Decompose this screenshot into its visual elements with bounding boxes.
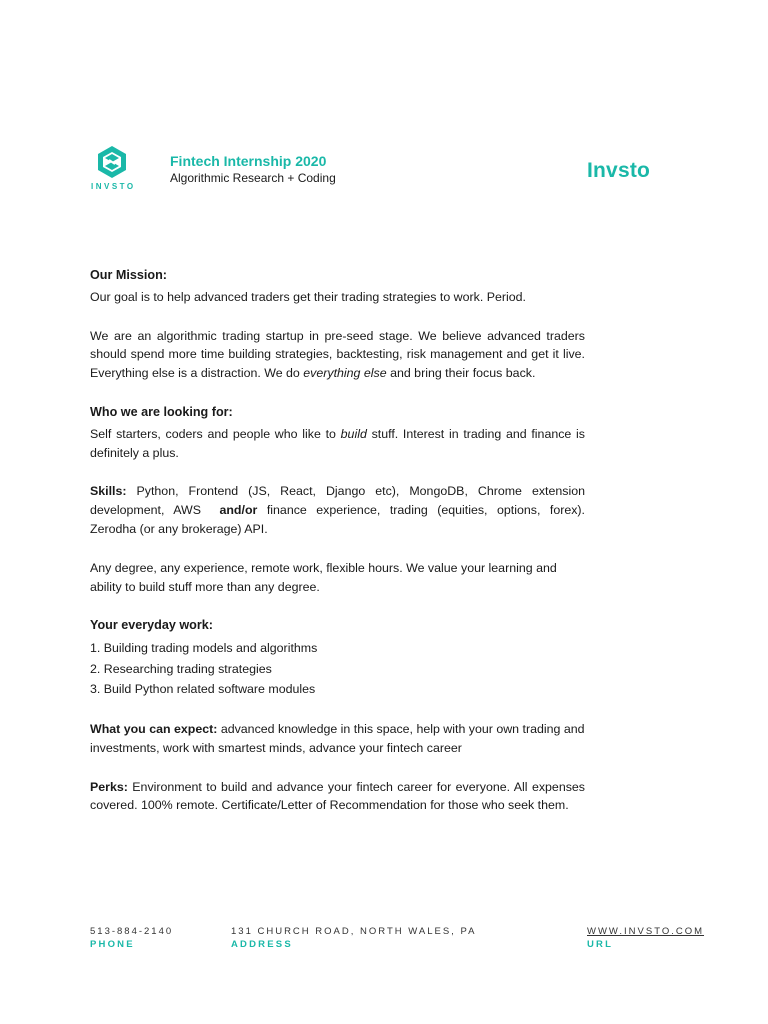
looking-for-text [90,425,585,463]
expect-text: advanced knowledge in this space, help with your own trading and investments, work with smartest minds, advance your fintech career [90,721,585,755]
footer-url [587,926,704,951]
mission-heading: Our Mission: [90,268,167,282]
company-logo [91,145,136,191]
looking-for-emphasis: build [340,426,367,441]
expect-label: What you can expect: [90,721,218,736]
page-subtitle: Algorithmic Research + Coding [170,171,336,185]
address-label: ADDRESS [231,939,293,950]
list-item: 1. Building trading models and algorithms [90,641,318,656]
looking-for-text-2: stuff. Interest in trading and finance is definitely a plus. [90,426,585,460]
skills-label: Skills: [90,484,127,499]
phone-label: PHONE [90,939,135,950]
perks-text: Environment to build and advance your fintech career for everyone. All expenses covered. 100% remote. Certificate/Letter of Recommendation for those who seek them. [90,779,585,813]
document-body [90,266,585,815]
address-value: 131 CHURCH ROAD, NORTH WALES, PA [231,926,477,937]
mission-about-text-2: and bring their focus back. [386,366,536,381]
skills-text-1: Python, Frontend (JS, React, Django etc), MongoDB, Chrome extension development, AWS [90,484,585,518]
phone-value: 513-884-2140 [90,926,174,937]
mission-goal: Our goal is to help advanced traders get their trading strategies to work. Period. [90,289,526,304]
skills-paragraph [90,482,585,538]
website-link[interactable]: WWW.INVSTO.COM [587,926,705,937]
expect-paragraph [90,720,585,758]
url-label: URL [587,939,614,950]
mission-about-emphasis: everything else [303,366,387,381]
list-item: 3. Build Python related software modules [90,682,316,697]
skills-text-2: finance experience, trading (equities, options, forex). Zerodha (or any brokerage) API. [90,503,585,536]
everyday-heading: Your everyday work: [90,618,213,633]
everyday-list [90,638,585,700]
list-item: 2. Researching trading strategies [90,661,272,676]
logo-text: INVSTO [91,182,136,191]
looking-for-text-1: Self starters, coders and people who like to [90,426,341,441]
mission-about [90,327,585,383]
looking-for-heading: Who we are looking for: [90,404,233,419]
mission-about-text-1: We are an algorithmic trading startup in pre-seed stage. We believe advanced traders should spend more time building strategies, backtesting, risk management and get it live. Everything else is a distraction. We do [90,328,585,381]
invsto-logo-icon [95,145,129,179]
header-title-block [170,152,336,186]
page-title: Fintech Internship 2020 [170,153,327,169]
footer-phone [90,926,173,951]
footer-address [231,926,476,951]
brand-name: Invsto [587,159,651,182]
perks-label: Perks: [90,779,128,794]
perks-paragraph [90,778,585,816]
degree-paragraph: Any degree, any experience, remote work, flexible hours. We value your learning and ability to build stuff more than any degree. [90,560,557,594]
skills-andor: and/or [219,503,258,518]
